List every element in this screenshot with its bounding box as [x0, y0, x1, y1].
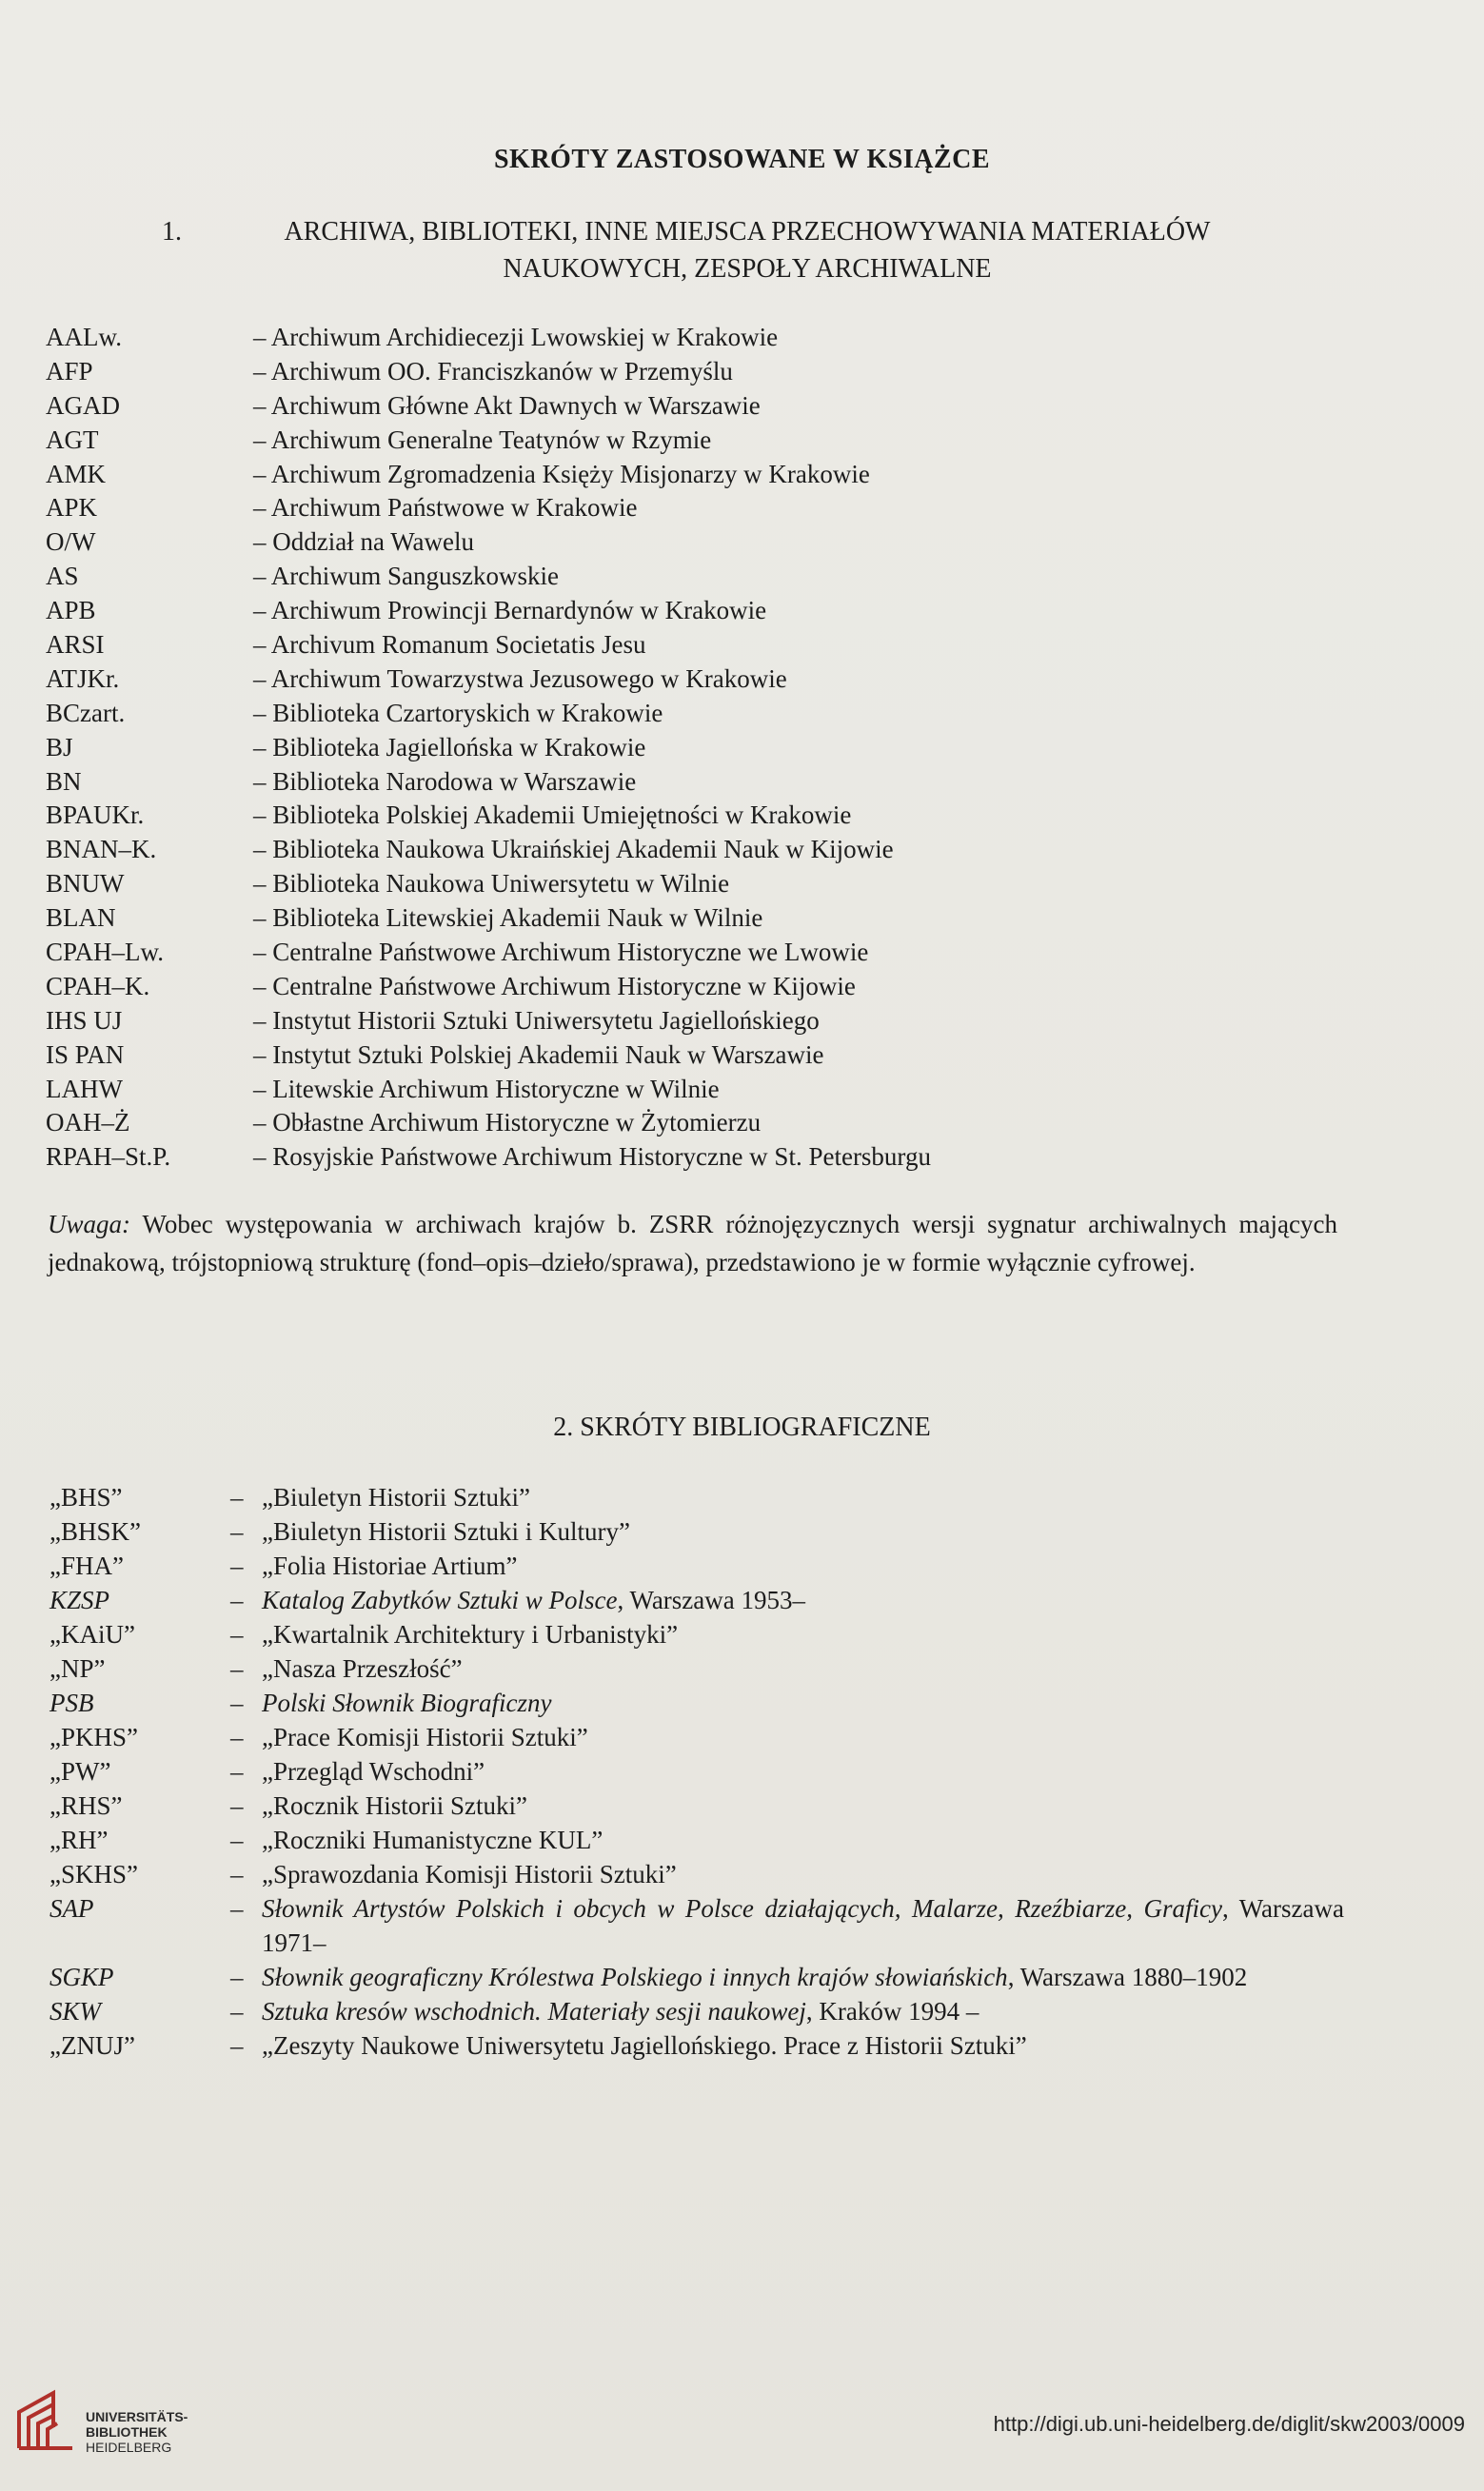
bibliography-abbreviation: „RH” — [49, 1826, 109, 1854]
archive-abbreviation: APB — [46, 596, 96, 625]
bibliography-entry — [49, 1891, 1344, 1960]
bibliography-abbreviation: SGKP — [49, 1963, 114, 1991]
bibliography-entry — [49, 2028, 1344, 2063]
archive-description: – Oddział na Wawelu — [253, 527, 475, 557]
bibliography-title-italic: Sztuka kresów wschodnich. Materiały sesji naukowej — [262, 1997, 806, 2026]
bibliography-dash: – — [230, 2031, 244, 2060]
archive-abbreviation: CPAH–Lw. — [46, 938, 165, 967]
bibliography-description: „Folia Historiae Artium” — [262, 1552, 518, 1580]
archive-entry — [46, 458, 1378, 492]
library-logo-text — [86, 2409, 188, 2455]
bibliography-description — [262, 1583, 1344, 1617]
bibliography-abbreviation: „PW” — [49, 1757, 111, 1786]
archive-description: – Centralne Państwowe Archiwum Historyczne w Kijowie — [253, 971, 856, 1000]
section-1-number: 1. — [162, 217, 182, 247]
archive-description: – Archiwum Zgromadzenia Księży Misjonarzy w Krakowie — [253, 459, 870, 488]
bibliography-description — [262, 1686, 1344, 1720]
archive-abbreviation: OAH–Ż — [46, 1108, 130, 1137]
archive-entry — [46, 662, 1378, 697]
archive-entry — [46, 936, 1378, 970]
bibliography-entry — [49, 1617, 1344, 1651]
archive-description: – Archiwum OO. Franciszkanów w Przemyślu — [253, 356, 733, 386]
bibliography-dash: – — [230, 1860, 244, 1888]
archive-abbreviation: IS PAN — [46, 1039, 125, 1069]
archive-abbreviation: BLAN — [46, 903, 116, 933]
bibliography-dash: – — [230, 1552, 244, 1580]
archive-description: – Biblioteka Litewskiej Akademii Nauk w Wilnie — [253, 903, 763, 933]
archive-abbreviation: AGT — [46, 425, 99, 454]
archive-abbreviation: AFP — [46, 356, 93, 386]
bibliography-abbreviation: „PKHS” — [49, 1723, 138, 1751]
archive-entry — [46, 560, 1378, 594]
logo-line-3: HEIDELBERG — [86, 2440, 172, 2455]
bibliography-abbreviation: „BHS” — [49, 1483, 123, 1512]
bibliography-entry — [49, 1651, 1344, 1686]
archive-abbreviation: AS — [46, 562, 79, 591]
archive-abbreviation: BN — [46, 766, 82, 796]
bibliography-entry — [49, 1514, 1344, 1549]
archive-description: – Archiwum Państwowe w Krakowie — [253, 493, 638, 523]
archive-description: – Instytut Historii Sztuki Uniwersytetu Jagiellońskiego — [253, 1005, 820, 1035]
archive-abbreviation: BNAN–K. — [46, 835, 157, 864]
bibliography-entry — [49, 1686, 1344, 1720]
bibliography-title-italic: Słownik geograficzny Królestwa Polskiego i innych krajów słowiańskich — [262, 1963, 1008, 1991]
bibliography-abbreviation: SKW — [49, 1997, 101, 2026]
archive-entry — [46, 594, 1378, 628]
archive-abbreviation: AALw. — [46, 323, 122, 351]
archive-entry — [46, 731, 1378, 765]
archive-description: – Biblioteka Jagiellońska w Krakowie — [253, 732, 646, 761]
bibliography-abbreviation: „KAiU” — [49, 1620, 135, 1649]
archive-entry — [46, 389, 1378, 424]
archive-entry — [46, 833, 1378, 867]
archive-description: – Biblioteka Naukowa Ukraińskiej Akademii Nauk w Kijowie — [253, 835, 894, 864]
bibliography-description: „Roczniki Humanistyczne KUL” — [262, 1826, 603, 1854]
bibliography-entry — [49, 1857, 1344, 1891]
bibliography-abbreviation: SAP — [49, 1894, 94, 1923]
archive-abbreviation: AMK — [46, 459, 107, 488]
archive-entry — [46, 491, 1378, 525]
archive-abbreviation: LAHW — [46, 1074, 123, 1103]
archive-entry — [46, 424, 1378, 458]
section-2-heading: 2. SKRÓTY BIBLIOGRAFICZNE — [553, 1413, 931, 1442]
bibliography-entry — [49, 1583, 1344, 1617]
source-url[interactable]: http://digi.ub.uni-heidelberg.de/diglit/skw2003/0009 — [993, 2412, 1465, 2436]
archive-description: – Biblioteka Czartoryskich w Krakowie — [253, 698, 663, 727]
archive-abbreviation: O/W — [46, 527, 96, 557]
bibliography-abbreviation: „BHSK” — [49, 1517, 141, 1546]
note-paragraph — [48, 1205, 1337, 1281]
bibliography-entry — [49, 1480, 1344, 1514]
bibliography-abbreviation: „ZNUJ” — [49, 2031, 135, 2060]
bibliography-title-rest: , Warszawa 1880–1902 — [1007, 1963, 1248, 1991]
bibliography-description — [262, 1994, 1344, 2028]
bibliography-entry — [49, 1789, 1344, 1823]
bibliography-dash: – — [230, 1517, 244, 1546]
archive-abbreviation-list — [46, 321, 1378, 1175]
archive-abbreviation: AGAD — [46, 390, 120, 420]
archive-abbreviation: BPAUKr. — [46, 801, 145, 830]
archive-abbreviation: CPAH–K. — [46, 971, 150, 1000]
bibliography-description: „Rocznik Historii Sztuki” — [262, 1791, 527, 1820]
section-1-heading — [162, 213, 1333, 287]
archive-description: – Biblioteka Naukowa Uniwersytetu w Wilnie — [253, 869, 730, 899]
bibliography-entry — [49, 1754, 1344, 1789]
page-title: SKRÓTY ZASTOSOWANE W KSIĄŻCE — [493, 145, 991, 174]
archive-entry — [46, 697, 1378, 731]
bibliography-dash: – — [230, 1620, 244, 1649]
archive-entry — [46, 799, 1378, 833]
bibliography-description: „Sprawozdania Komisji Historii Sztuki” — [262, 1860, 677, 1888]
bibliography-description: „Prace Komisji Historii Sztuki” — [262, 1723, 588, 1751]
archive-abbreviation: RPAH–St.P. — [46, 1142, 171, 1172]
archive-description: – Archiwum Towarzystwa Jezusowego w Krakowie — [253, 663, 787, 693]
archive-description: – Rosyjskie Państwowe Archiwum Historyczne w St. Petersburgu — [253, 1142, 931, 1172]
bibliography-dash: – — [230, 1963, 244, 1991]
bibliography-entry — [49, 1994, 1344, 2028]
bibliography-description: „Zeszyty Naukowe Uniwersytetu Jagiellońskiego. Prace z Historii Sztuki” — [262, 2031, 1027, 2060]
bibliography-dash: – — [230, 1483, 244, 1512]
archive-description: – Centralne Państwowe Archiwum Historyczne we Lwowie — [253, 938, 869, 967]
bibliography-abbreviation: KZSP — [49, 1586, 110, 1614]
archive-description: – Obłastne Archiwum Historyczne w Żytomierzu — [253, 1108, 762, 1137]
archive-abbreviation: BJ — [46, 732, 73, 761]
bibliography-entry — [49, 1960, 1344, 1994]
logo-line-2: BIBLIOTHEK — [86, 2424, 168, 2440]
bibliography-abbreviation: PSB — [49, 1689, 94, 1717]
section-1-heading-line2: NAUKOWYCH, ZESPOŁY ARCHIWALNE — [503, 254, 992, 284]
bibliography-title-italic: Polski Słownik Biograficzny — [262, 1689, 552, 1717]
bibliography-entry — [49, 1720, 1344, 1754]
bibliography-description — [262, 1891, 1344, 1960]
archive-entry — [46, 867, 1378, 901]
bibliography-title-rest: , Warszawa 1971– — [262, 1894, 1344, 1957]
bibliography-description: „Biuletyn Historii Sztuki” — [262, 1483, 530, 1512]
archive-entry — [46, 1038, 1378, 1073]
archive-description: – Archiwum Archidiecezji Lwowskiej w Krakowie — [253, 323, 779, 351]
archive-description: – Archiwum Generalne Teatynów w Rzymie — [253, 425, 712, 454]
archive-entry — [46, 321, 1378, 355]
bibliography-dash: – — [230, 1997, 244, 2026]
archive-abbreviation: APK — [46, 493, 98, 523]
bibliography-dash: – — [230, 1757, 244, 1786]
bibliography-title-italic: Katalog Zabytków Sztuki w Polsce — [262, 1586, 618, 1614]
note-text: Wobec występowania w archiwach krajów b. ZSRR różnojęzycznych wersji sygnatur archiwalnych mających jednakową, trójstopniową strukturę (fond–opis–dzieło/sprawa), przedstawiono je w formie wyłącznie cyfrowej. — [48, 1210, 1337, 1276]
bibliography-abbreviation: „RHS” — [49, 1791, 123, 1820]
bibliography-description: „Przegląd Wschodni” — [262, 1757, 485, 1786]
archive-description: – Archivum Romanum Societatis Jesu — [253, 630, 646, 660]
archive-entry — [46, 1073, 1378, 1107]
archive-entry — [46, 355, 1378, 389]
archive-description: – Archiwum Prowincji Bernardynów w Krakowie — [253, 596, 767, 625]
bibliography-description: „Biuletyn Historii Sztuki i Kultury” — [262, 1517, 630, 1546]
archive-description: – Litewskie Archiwum Historyczne w Wilnie — [253, 1074, 720, 1103]
bibliography-abbreviation: „NP” — [49, 1654, 106, 1683]
bibliography-abbreviation: „FHA” — [49, 1552, 124, 1580]
bibliography-abbreviation: „SKHS” — [49, 1860, 138, 1888]
note-label: Uwaga: — [48, 1210, 130, 1238]
archive-entry — [46, 525, 1378, 560]
archive-entry — [46, 1004, 1378, 1038]
bibliography-description: „Kwartalnik Architektury i Urbanistyki” — [262, 1620, 679, 1649]
archive-entry — [46, 628, 1378, 662]
bibliography-dash: – — [230, 1791, 244, 1820]
bibliography-title-italic: Słownik Artystów Polskich i obcych w Polsce działających, Malarze, Rzeźbiarze, Graficy — [262, 1894, 1222, 1923]
bibliography-title-rest: , Warszawa 1953– — [617, 1586, 806, 1614]
archive-entry — [46, 765, 1378, 800]
archive-abbreviation: BCzart. — [46, 698, 126, 727]
bibliography-entry — [49, 1823, 1344, 1857]
archive-description: – Biblioteka Narodowa w Warszawie — [253, 766, 637, 796]
archive-entry — [46, 901, 1378, 936]
section-1-heading-line1: ARCHIWA, BIBLIOTEKI, INNE MIEJSCA PRZECHOWYWANIA MATERIAŁÓW — [284, 217, 1211, 247]
bibliography-dash: – — [230, 1689, 244, 1717]
archive-abbreviation: IHS UJ — [46, 1005, 123, 1035]
bibliography-description: „Nasza Przeszłość” — [262, 1654, 463, 1683]
bibliography-dash: – — [230, 1826, 244, 1854]
archive-description: – Archiwum Sanguszkowskie — [253, 562, 559, 591]
archive-description: – Archiwum Główne Akt Dawnych w Warszawie — [253, 390, 761, 420]
bibliographic-abbreviation-list — [49, 1480, 1344, 2063]
bibliography-dash: – — [230, 1654, 244, 1683]
archive-abbreviation: ATJKr. — [46, 663, 120, 693]
archive-description: – Instytut Sztuki Polskiej Akademii Nauk w Warszawie — [253, 1039, 824, 1069]
archive-abbreviation: BNUW — [46, 869, 125, 899]
archive-entry — [46, 1106, 1378, 1140]
bibliography-entry — [49, 1549, 1344, 1583]
bibliography-dash: – — [230, 1894, 244, 1923]
logo-line-1: UNIVERSITÄTS- — [86, 2409, 188, 2424]
bibliography-description — [262, 1960, 1344, 1994]
bibliography-dash: – — [230, 1723, 244, 1751]
archive-description: – Biblioteka Polskiej Akademii Umiejętności w Krakowie — [253, 801, 852, 830]
archive-abbreviation: ARSI — [46, 630, 105, 660]
bibliography-dash: – — [230, 1586, 244, 1614]
archive-entry — [46, 1140, 1378, 1175]
bibliography-title-rest: , Kraków 1994 – — [805, 1997, 979, 2026]
archive-entry — [46, 970, 1378, 1004]
